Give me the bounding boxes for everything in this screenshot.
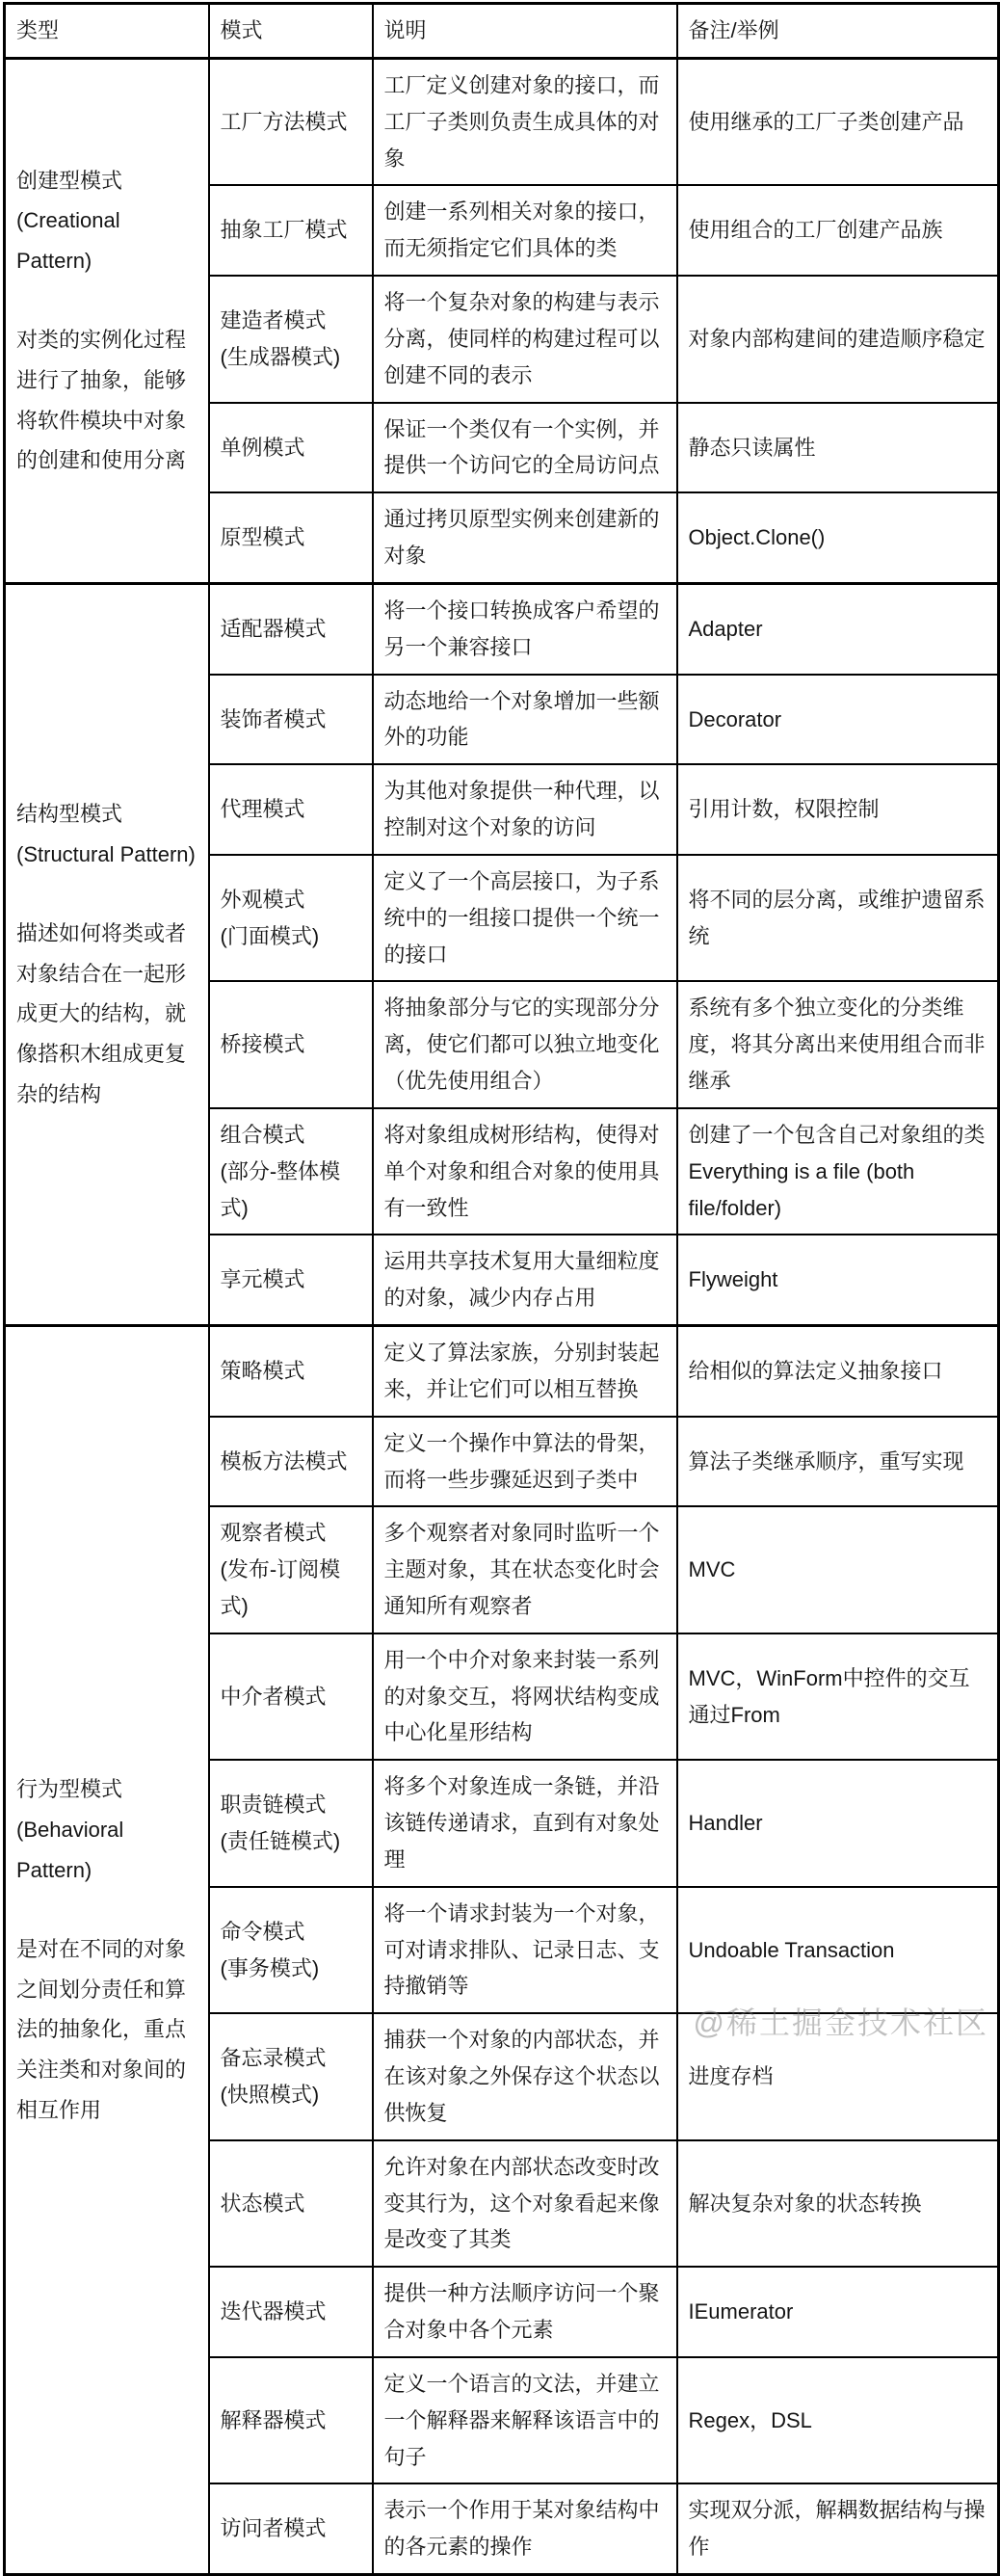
pattern-name: 适配器模式	[220, 616, 327, 641]
pattern-name-cell	[209, 59, 373, 186]
pattern-name-cell	[209, 276, 373, 402]
pattern-desc-cell: 捕获一个对象的内部状态，并在该对象之外保存这个状态以供恢复	[373, 2013, 677, 2139]
pattern-desc-cell: 为其他对象提供一种代理，以控制对这个对象的访问	[373, 764, 677, 855]
pattern-name-cell	[209, 492, 373, 583]
pattern-desc-cell: 将一个请求封装为一个对象，可对请求排队、记录日志、支持撤销等	[373, 1887, 677, 2013]
category-description: 是对在不同的对象之间划分责任和算法的抽象化，重点关注类和对象间的相互作用	[16, 1936, 187, 2122]
pattern-note-cell: 引用计数，权限控制	[677, 764, 999, 855]
pattern-note-cell: Regex，DSL	[677, 2357, 999, 2483]
pattern-note-cell: 对象内部构建间的建造顺序稳定	[677, 276, 999, 402]
pattern-note-cell: 静态只读属性	[677, 403, 999, 493]
pattern-name: 工厂方法模式	[220, 109, 348, 134]
pattern-alias: (生成器模式)	[220, 344, 341, 369]
pattern-name-cell	[209, 2013, 373, 2139]
col-header-pattern: 模式	[209, 4, 373, 59]
pattern-desc-cell: 定义一个语言的文法，并建立一个解释器来解释该语言中的句子	[373, 2357, 677, 2483]
pattern-name-cell	[209, 2483, 373, 2574]
pattern-name-cell	[209, 1506, 373, 1633]
pattern-desc-cell: 保证一个类仅有一个实例，并提供一个访问它的全局访问点	[373, 403, 677, 493]
pattern-desc-cell: 运用共享技术复用大量细粒度的对象，减少内存占用	[373, 1235, 677, 1325]
pattern-note-cell: 算法子类继承顺序，重写实现	[677, 1417, 999, 1507]
pattern-note-cell: Object.Clone()	[677, 492, 999, 583]
pattern-note-line1: 创建了一个包含自己对象组的类	[688, 1122, 986, 1147]
pattern-note-line2: Everything is a file (both file/folder)	[688, 1158, 915, 1220]
pattern-name: 组合模式	[220, 1122, 305, 1147]
pattern-desc-cell: 定义一个操作中算法的骨架，而将一些步骤延迟到子类中	[373, 1417, 677, 1507]
pattern-name-cell	[209, 1108, 373, 1235]
pattern-alias: (部分-整体模式)	[220, 1158, 341, 1220]
pattern-desc-cell: 提供一种方法顺序访问一个聚合对象中各个元素	[373, 2267, 677, 2357]
pattern-name: 享元模式	[220, 1267, 305, 1292]
pattern-desc-cell: 定义了一个高层接口，为子系统中的一组接口提供一个统一的接口	[373, 855, 677, 981]
col-header-type: 类型	[5, 4, 209, 59]
pattern-alias: (快照模式)	[220, 2083, 320, 2107]
pattern-desc-cell: 通过拷贝原型实例来创建新的对象	[373, 492, 677, 583]
pattern-name: 原型模式	[220, 525, 305, 550]
pattern-note-cell: 使用组合的工厂创建产品族	[677, 185, 999, 276]
pattern-name: 状态模式	[220, 2191, 305, 2216]
pattern-desc-cell: 将一个复杂对象的构建与表示分离，使同样的构建过程可以创建不同的表示	[373, 276, 677, 402]
pattern-desc-cell: 创建一系列相关对象的接口，而无须指定它们具体的类	[373, 185, 677, 276]
pattern-name: 观察者模式	[220, 1521, 327, 1546]
pattern-note-cell: 将不同的层分离，或维护遗留系统	[677, 855, 999, 981]
pattern-desc-cell: 将多个对象连成一条链，并沿该链传递请求，直到有对象处理	[373, 1760, 677, 1886]
pattern-note-cell: 进度存档	[677, 2013, 999, 2139]
category-en-name: (Creational Pattern)	[16, 208, 120, 274]
design-patterns-table	[3, 2, 1000, 2576]
pattern-name: 外观模式	[220, 887, 305, 912]
pattern-name: 建造者模式	[220, 308, 327, 333]
col-header-desc: 说明	[373, 4, 677, 59]
pattern-note-cell: Decorator	[677, 675, 999, 765]
category-name: 行为型模式	[16, 1777, 123, 1802]
pattern-name-cell	[209, 2267, 373, 2357]
pattern-note-cell: 使用继承的工厂子类创建产品	[677, 59, 999, 186]
pattern-desc-cell: 工厂定义创建对象的接口，而工厂子类则负责生成具体的对象	[373, 59, 677, 186]
category-description: 对类的实例化过程进行了抽象，能够将软件模块中对象的创建和使用分离	[16, 328, 187, 473]
pattern-name-cell	[209, 2357, 373, 2483]
pattern-name: 桥接模式	[220, 1032, 305, 1057]
category-name: 结构型模式	[16, 802, 123, 827]
pattern-note-cell: Handler	[677, 1760, 999, 1886]
pattern-name: 职责链模式	[220, 1793, 327, 1818]
pattern-desc-cell: 将抽象部分与它的实现部分分离，使它们都可以独立地变化（优先使用组合）	[373, 981, 677, 1107]
pattern-note-cell: MVC，WinForm中控件的交互通过From	[677, 1633, 999, 1760]
pattern-name: 策略模式	[220, 1358, 305, 1383]
pattern-alias: (发布-订阅模式)	[220, 1557, 341, 1618]
pattern-desc-cell: 用一个中介对象来封装一系列的对象交互，将网状结构变成中心化星形结构	[373, 1633, 677, 1760]
pattern-name: 模板方法模式	[220, 1448, 348, 1474]
pattern-note-cell: Undoable Transaction	[677, 1887, 999, 2013]
pattern-name: 代理模式	[220, 797, 305, 822]
pattern-name-cell	[209, 764, 373, 855]
category-cell-structural	[5, 583, 209, 1325]
pattern-note-cell: 实现双分派，解耦数据结构与操作	[677, 2483, 999, 2574]
pattern-name-cell	[209, 1633, 373, 1760]
col-header-note: 备注/举例	[677, 4, 999, 59]
category-en-name: (Behavioral Pattern)	[16, 1818, 124, 1882]
pattern-name: 装饰者模式	[220, 706, 327, 731]
category-en-name: (Structural Pattern)	[16, 841, 196, 866]
pattern-note-cell: IEumerator	[677, 2267, 999, 2357]
pattern-name-cell	[209, 403, 373, 493]
pattern-desc-cell: 动态地给一个对象增加一些额外的功能	[373, 675, 677, 765]
pattern-note-cell: Adapter	[677, 583, 999, 674]
table-row	[5, 59, 999, 186]
pattern-note-cell: MVC	[677, 1506, 999, 1633]
pattern-name-cell	[209, 185, 373, 276]
pattern-name-cell	[209, 1326, 373, 1417]
pattern-name: 命令模式	[220, 1919, 305, 1944]
pattern-note-cell: Flyweight	[677, 1235, 999, 1325]
pattern-name-cell	[209, 1887, 373, 2013]
category-name: 创建型模式	[16, 168, 123, 193]
watermark: @稀土掘金技术社区	[693, 2005, 988, 2040]
pattern-name-cell	[209, 981, 373, 1107]
pattern-name-cell	[209, 675, 373, 765]
pattern-desc-cell: 允许对象在内部状态改变时改变其行为，这个对象看起来像是改变了其类	[373, 2140, 677, 2267]
pattern-name: 抽象工厂模式	[220, 218, 348, 243]
pattern-name-cell	[209, 855, 373, 981]
pattern-alias: (门面模式)	[220, 923, 320, 948]
pattern-alias: (责任链模式)	[220, 1829, 341, 1854]
pattern-note-cell: 给相似的算法定义抽象接口	[677, 1326, 999, 1417]
header-row	[5, 4, 999, 59]
pattern-name-cell	[209, 1417, 373, 1507]
category-cell-behavioral	[5, 1326, 209, 2575]
category-cell-creational	[5, 59, 209, 584]
pattern-name: 单例模式	[220, 435, 305, 460]
pattern-note-cell: 解决复杂对象的状态转换	[677, 2140, 999, 2267]
pattern-name: 迭代器模式	[220, 2299, 327, 2324]
page	[0, 2, 1000, 2560]
pattern-name: 备忘录模式	[220, 2046, 327, 2071]
pattern-name: 访问者模式	[220, 2516, 327, 2541]
pattern-desc-cell: 将一个接口转换成客户希望的另一个兼容接口	[373, 583, 677, 674]
pattern-alias: (事务模式)	[220, 1955, 320, 1980]
pattern-note-cell	[677, 1108, 999, 1235]
pattern-note-cell: 系统有多个独立变化的分类维度，将其分离出来使用组合而非继承	[677, 981, 999, 1107]
pattern-name-cell	[209, 583, 373, 674]
pattern-name-cell	[209, 2140, 373, 2267]
pattern-name: 中介者模式	[220, 1684, 327, 1709]
pattern-desc-cell: 定义了算法家族，分别封装起来，并让它们可以相互替换	[373, 1326, 677, 1417]
pattern-name-cell	[209, 1760, 373, 1886]
pattern-name: 解释器模式	[220, 2407, 327, 2432]
table-row	[5, 583, 999, 674]
pattern-desc-cell: 表示一个作用于某对象结构中的各元素的操作	[373, 2483, 677, 2574]
pattern-name-cell	[209, 1235, 373, 1325]
pattern-desc-cell: 将对象组成树形结构，使得对单个对象和组合对象的使用具有一致性	[373, 1108, 677, 1235]
table-row	[5, 1326, 999, 1417]
pattern-desc-cell: 多个观察者对象同时监听一个主题对象，其在状态变化时会通知所有观察者	[373, 1506, 677, 1633]
category-description: 描述如何将类或者对象结合在一起形成更大的结构，就像搭积木组成更复杂的结构	[16, 920, 187, 1106]
